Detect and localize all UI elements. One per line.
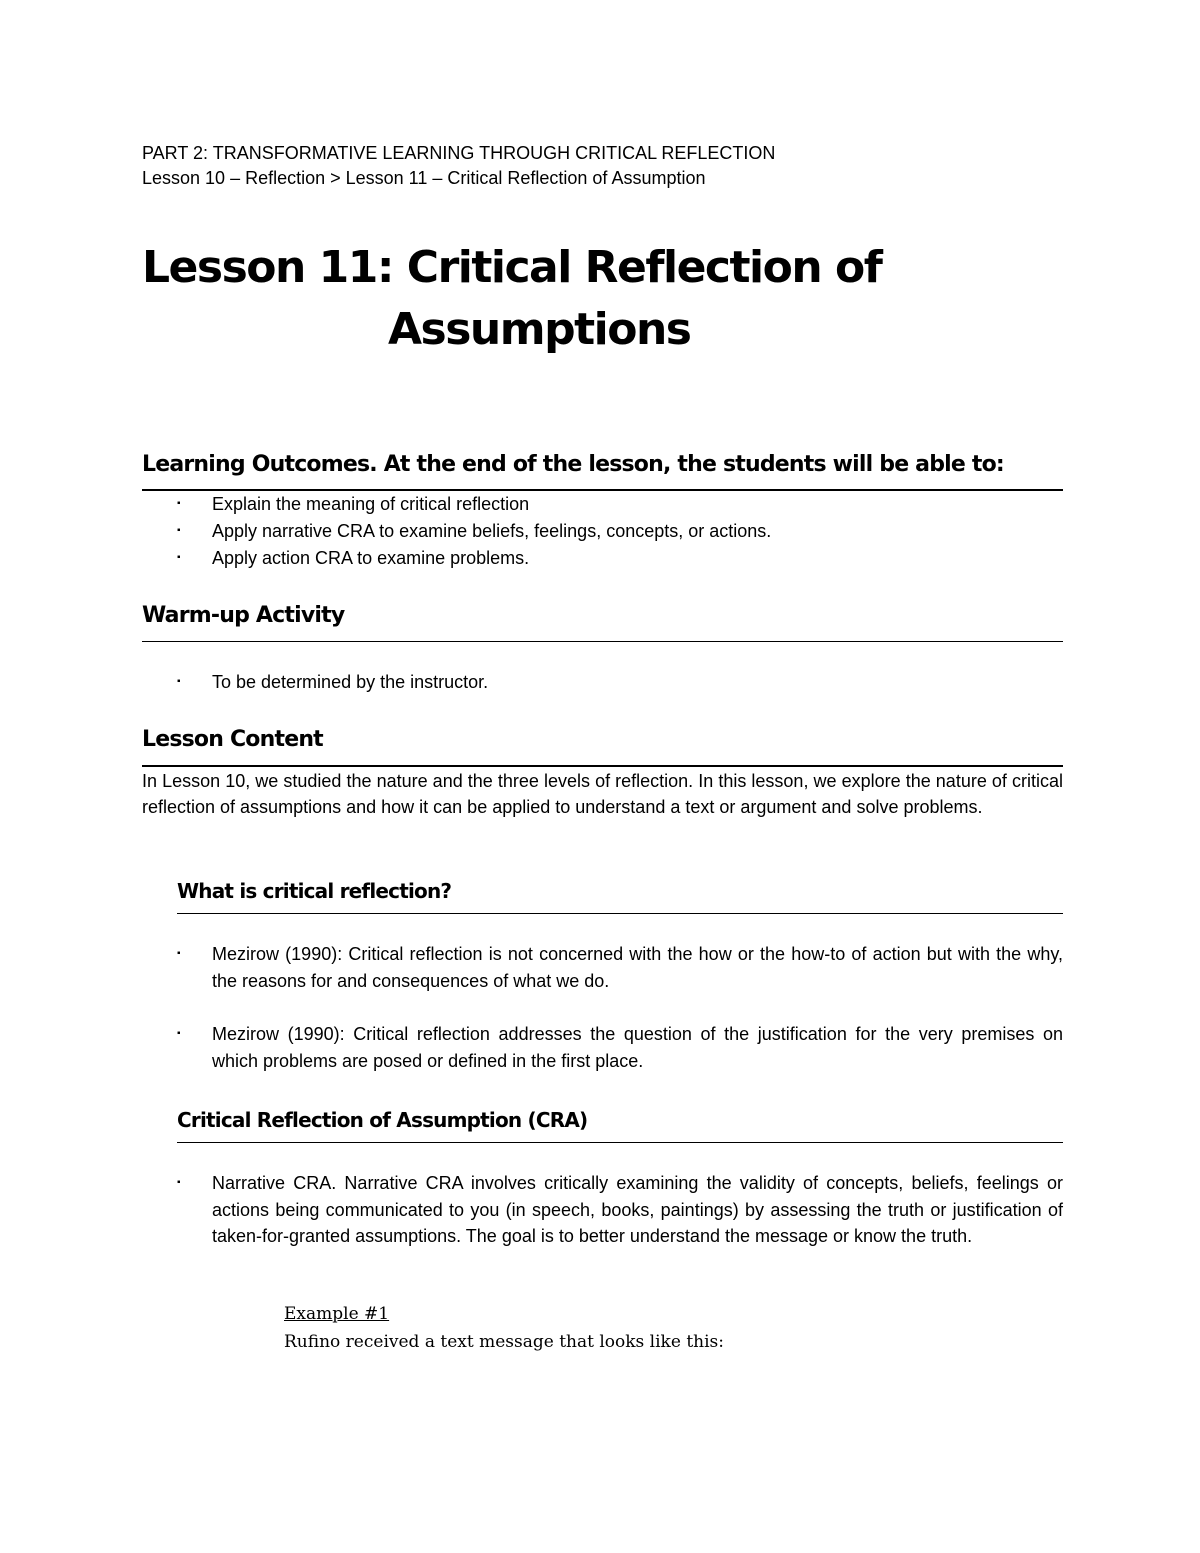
example-text: Rufino received a text message that looks like this: <box>284 1332 724 1352</box>
content-heading: Lesson Content <box>142 727 323 752</box>
list-item: ▪ Narrative CRA. Narrative CRA involves critically examining the validity of concepts, beliefs, feelings or actions being communicated to you (in speech, books, paintings) by assessing the truth or justification of taken-for-granted assumptions. The goal is to better understand the message or know the truth. <box>177 1173 1063 1246</box>
divider <box>142 765 1063 767</box>
list-item: ▪ Explain the meaning of critical reflection <box>177 494 530 514</box>
outcomes-heading: Learning Outcomes. At the end of the lesson, the students will be able to: <box>142 452 1004 477</box>
divider <box>177 913 1063 914</box>
divider <box>177 1142 1063 1143</box>
part-header: PART 2: TRANSFORMATIVE LEARNING THROUGH CRITICAL REFLECTION <box>142 143 776 163</box>
page-title-line2: Assumptions <box>388 304 691 355</box>
list-item: ▪ Apply narrative CRA to examine beliefs, feelings, concepts, or actions. <box>177 521 772 541</box>
page-title: Lesson 11: Critical Reflection of <box>142 242 882 293</box>
breadcrumb: Lesson 10 – Reflection > Lesson 11 – Critical Reflection of Assumption <box>142 168 706 188</box>
list-item: ▪ To be determined by the instructor. <box>177 672 489 692</box>
list-item: ▪ Mezirow (1990): Critical reflection addresses the question of the justification for the very premises on which problems are posed or defined in the first place. <box>177 1024 1063 1071</box>
list-item: ▪ Apply action CRA to examine problems. <box>177 548 530 568</box>
list-item: ▪ Mezirow (1990): Critical reflection is not concerned with the how or the how-to of action but with the why, the reasons for and consequences of what we do. <box>177 944 1063 991</box>
content-paragraph: In Lesson 10, we studied the nature and the three levels of reflection. In this lesson, we explore the nature of critical reflection of assumptions and how it can be applied to understand a text or argument and solve problems. <box>142 771 1063 817</box>
what-heading: What is critical reflection? <box>177 879 452 903</box>
warmup-heading: Warm-up Activity <box>142 603 345 628</box>
example-label: Example #1 <box>284 1304 390 1324</box>
cra-heading: Critical Reflection of Assumption (CRA) <box>177 1108 588 1132</box>
divider <box>142 641 1063 642</box>
